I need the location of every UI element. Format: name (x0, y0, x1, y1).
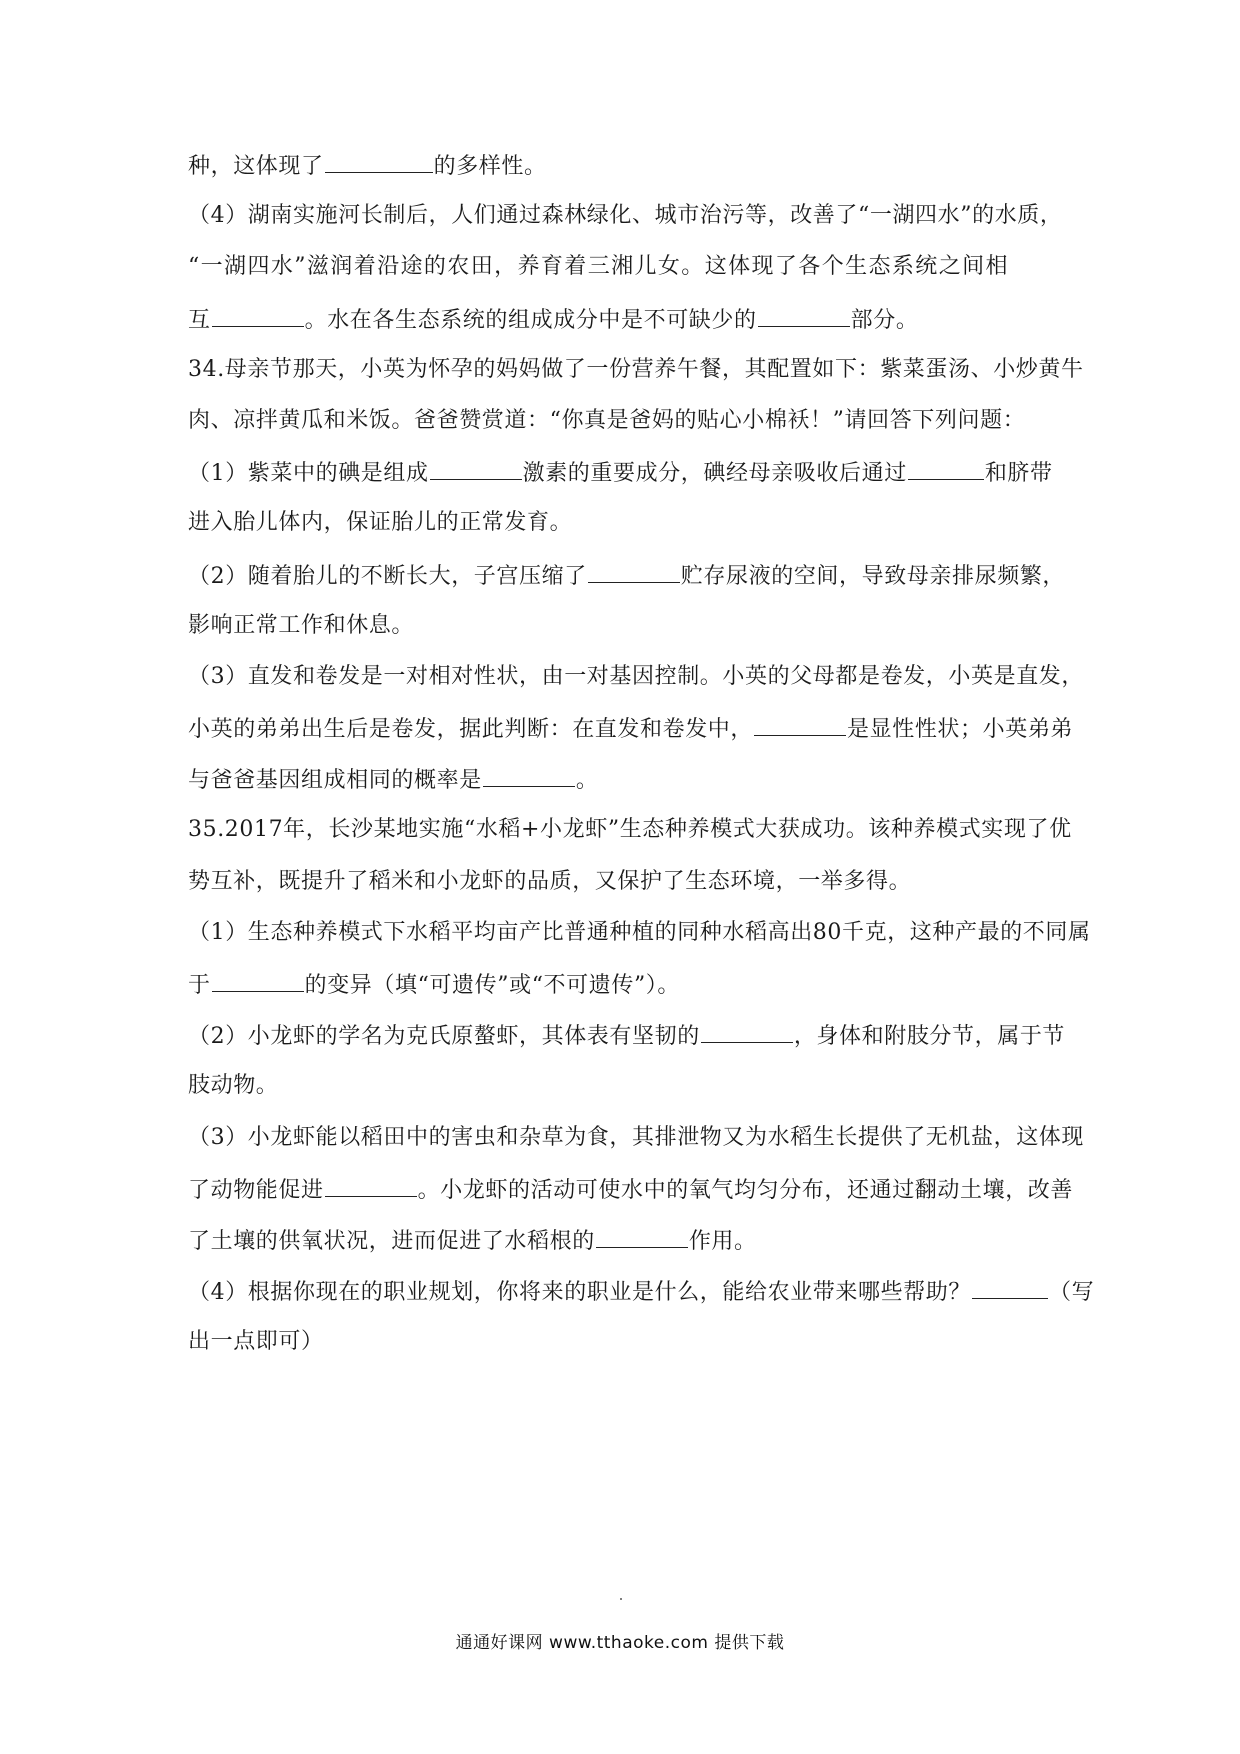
answer-blank[interactable] (430, 457, 522, 480)
answer-blank[interactable] (758, 304, 850, 327)
text-line: （3）小龙虾能以稻田中的害虫和杂草为食，其排泄物又为水稻生长提供了无机盐，这体现 (188, 1124, 1084, 1150)
text-line: 肢动物。 (188, 1073, 279, 1099)
answer-blank[interactable] (212, 969, 304, 992)
text-line: 势互补，既提升了稻米和小龙虾的品质，又保护了生态环境，一举多得。 (188, 868, 912, 894)
answer-blank[interactable] (908, 457, 984, 480)
text-line: 了土壤的供氧状况，进而促进了水稻根的 作用。 (188, 1225, 1058, 1255)
answer-blank[interactable] (754, 713, 846, 736)
text-line: “一湖四水”滋润着沿途的农田，养育着三湘儿女。这体现了各个生态系统之间相 (188, 254, 1009, 280)
text-line: 种，这体现了 的多样性。 (188, 150, 1058, 180)
text-line: （2）小龙虾的学名为克氏原螯虾，其体表有坚韧的 ，身体和附肢分节，属于节 (188, 1020, 1058, 1050)
answer-blank[interactable] (212, 304, 304, 327)
text-line: 互 。水在各生态系统的组成成分中是不可缺少的 部分。 (188, 304, 1058, 334)
text-line: （1）紫菜中的碘是组成 激素的重要成分，碘经母亲吸收后通过 和脐带 (188, 457, 1058, 487)
question-34-line: 34.母亲节那天，小英为怀孕的妈妈做了一份营养午餐，其配置如下：紫菜蛋汤、小炒黄牛 (188, 356, 1084, 382)
text-line: 出一点即可） (188, 1329, 324, 1355)
text-line: （1）生态种养模式下水稻平均亩产比普通种植的同种水稻高出80千克，这种产最的不同属 (188, 919, 1091, 945)
text-line: 了动物能促进 。小龙虾的活动可使水中的氧气均匀分布，还通过翻动土壤，改善 (188, 1174, 1058, 1204)
text-line: 于 的变异（填“可遗传”或“不可遗传”）。 (188, 969, 1058, 999)
text-line: 与爸爸基因组成相同的概率是 。 (188, 764, 1058, 794)
text-line: 小英的弟弟出生后是卷发，据此判断：在直发和卷发中， 是显性性状；小英弟弟 (188, 713, 1058, 743)
answer-blank[interactable] (325, 1174, 417, 1197)
speck-mark (620, 1598, 622, 1600)
text-line: （4）根据你现在的职业规划，你将来的职业是什么，能给农业带来哪些帮助？ （写 (188, 1276, 1058, 1306)
question-35-line: 35.2017年，长沙某地实施“水稻+小龙虾”生态种养模式大获成功。该种养模式实现了优 (188, 817, 1072, 843)
text-line: （2）随着胎儿的不断长大，子宫压缩了 贮存尿液的空间，导致母亲排尿频繁， (188, 560, 1058, 590)
answer-blank[interactable] (701, 1020, 793, 1043)
answer-blank[interactable] (325, 150, 433, 173)
text-line: 进入胎儿体内，保证胎儿的正常发育。 (188, 510, 573, 536)
answer-blank[interactable] (596, 1225, 688, 1248)
page-footer: 通通好课网 www.tthaoke.com 提供下载 (455, 1633, 785, 1653)
answer-blank[interactable] (588, 560, 680, 583)
text-line: （3）直发和卷发是一对相对性状，由一对基因控制。小英的父母都是卷发，小英是直发， (188, 663, 1084, 689)
answer-blank[interactable] (972, 1276, 1048, 1299)
document-body (188, 150, 1095, 1379)
text-line: 肉、凉拌黄瓜和米饭。爸爸赞赏道：“你真是爸妈的贴心小棉袄！”请回答下列问题： (188, 407, 1026, 433)
question-4-line: （4）湖南实施河长制后，人们通过森林绿化、城市治污等，改善了“一湖四水”的水质， (188, 203, 1063, 229)
answer-blank[interactable] (483, 764, 575, 787)
text-line: 影响正常工作和休息。 (188, 612, 415, 638)
